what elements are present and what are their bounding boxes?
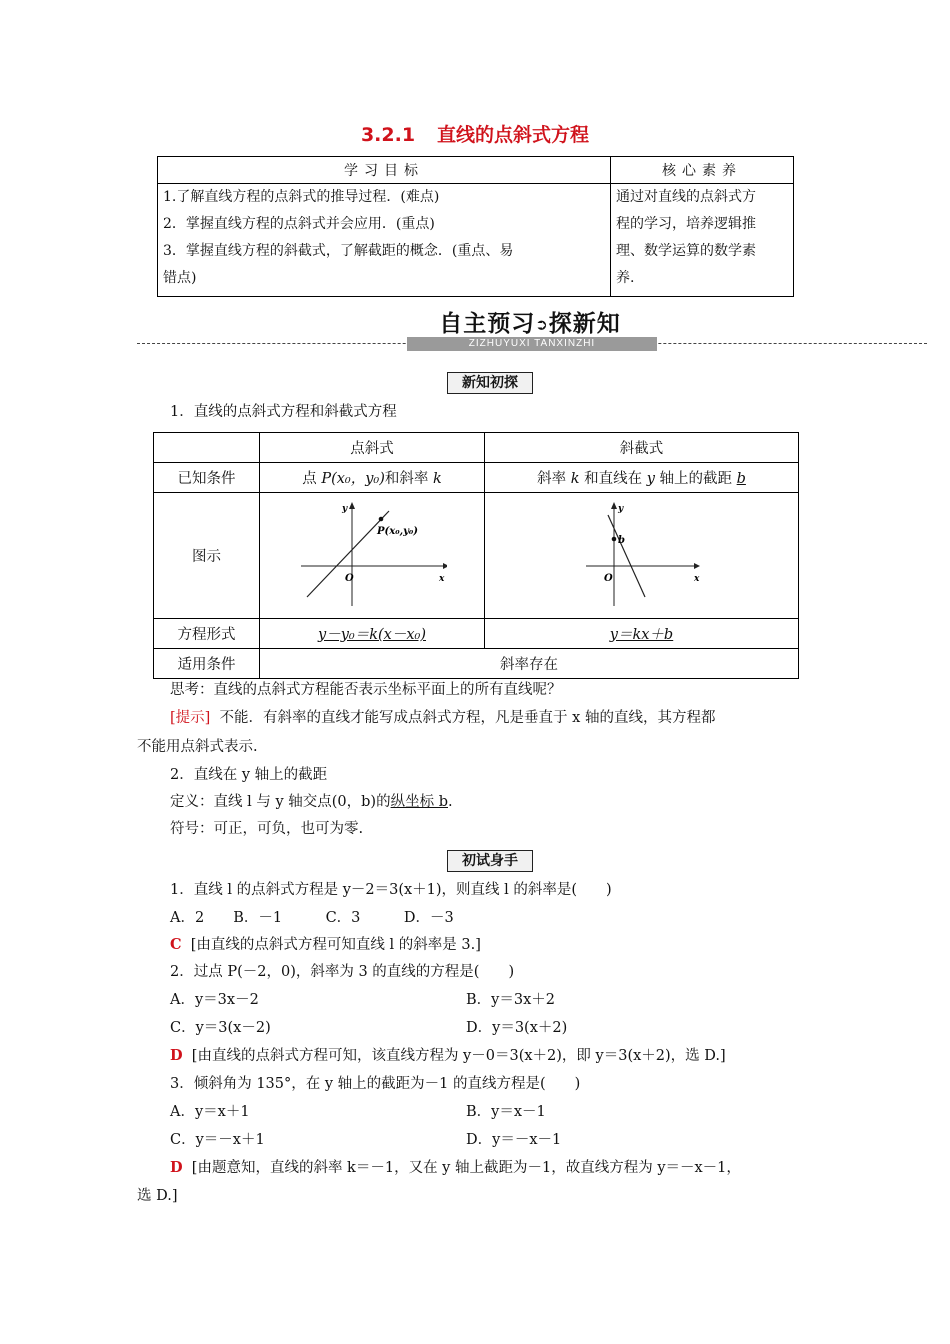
y-axis-label: y [617, 503, 623, 514]
answer-letter: C [170, 936, 182, 953]
slope-symbol: k [433, 471, 442, 487]
origin-label: O [603, 572, 613, 584]
text: 和斜率 [384, 471, 429, 487]
underlined-term: 纵坐标 b [390, 794, 448, 810]
think-question: 思考：直线的点斜式方程能否表示坐标平面上的所有直线呢？ [170, 682, 562, 698]
form-comparison-table [153, 432, 799, 679]
slope-intercept-formula: y＝kx＋b [609, 627, 674, 643]
title-text: 直线的点斜式方程 [437, 124, 590, 146]
question-1: 1．直线 l 的点斜式方程是 y－2＝3(x＋1)，则直线 l 的斜率是( ) [170, 882, 612, 898]
hint-continuation: 不能用点斜式表示. [137, 739, 258, 755]
option-d: D．y＝－x－1 [466, 1132, 562, 1148]
literacy-line: 理、数学运算的数学素 [616, 243, 756, 259]
answer-letter: D [170, 1159, 183, 1176]
answer-letter: D [170, 1047, 183, 1064]
text: 轴上的截距 [659, 471, 733, 487]
header-slope-intercept: 斜截式 [485, 433, 799, 463]
origin-label: O [345, 572, 354, 584]
tag-label: 新知初探 [447, 372, 533, 394]
explanation: [由直线的点斜式方程可知直线 l 的斜率是 3.] [190, 937, 481, 953]
intercept-symbol: b [736, 471, 746, 487]
option-a: A．y＝x＋1 [170, 1104, 250, 1120]
cell-figure-point-slope [260, 493, 485, 619]
option-c: C．y＝3(x－2) [170, 1020, 271, 1036]
learning-goals-table [157, 156, 794, 297]
intercept-label: b [617, 534, 625, 546]
row-label-conditions: 已知条件 [154, 463, 260, 493]
literacy-line: 通过对直线的点斜式方 [616, 189, 756, 205]
option-a: A．y＝3x－2 [170, 992, 259, 1008]
y-axis-label: y [342, 503, 348, 514]
cell-point-slope-conditions [260, 463, 485, 493]
item-1-heading: 1．直线的点斜式方程和斜截式方程 [170, 404, 397, 420]
arrow-circle-icon: ➲ [535, 315, 549, 334]
question-1-options: A．2 B．－1 C．3 D．－3 [170, 910, 454, 926]
goal-item: 1.了解直线方程的点斜式的推导过程．(难点) [163, 189, 440, 205]
goal-item: 错点) [163, 270, 197, 286]
section-tag-first-try [420, 850, 560, 872]
x-axis-label: x [693, 573, 699, 584]
text: 点 [302, 471, 317, 487]
literacy-line: 程的学习，培养逻辑推 [616, 216, 756, 232]
question-2: 2．过点 P(－2，0)，斜率为 3 的直线的方程是( ) [170, 964, 515, 980]
goal-item: 3．掌握直线方程的斜截式，了解截距的概念．(重点、易 [163, 243, 514, 259]
banner-title-part1: 自主预习 [439, 311, 536, 337]
text: . [448, 794, 453, 810]
point-label: P(x₀,y₀) [377, 525, 418, 537]
option-b: B．y＝3x＋2 [466, 992, 555, 1008]
slope-intercept-graph [582, 501, 702, 611]
text: 和直线在 [584, 471, 643, 487]
goals-header: 学习目标 [158, 157, 611, 184]
point-symbol: P(x₀，y₀) [321, 471, 385, 487]
cell-slope-intercept-equation [485, 619, 799, 649]
question-1-answer [170, 935, 481, 955]
option-d: D．y＝3(x＋2) [466, 1020, 568, 1036]
section-number: 3.2.1 [360, 124, 416, 146]
section-tag-new-knowledge [420, 372, 560, 394]
row-label-equation-form: 方程形式 [154, 619, 260, 649]
tag-label: 初试身手 [447, 850, 533, 872]
point-slope-formula: y－y₀＝k(x－x₀) [318, 627, 426, 643]
question-3-answer [170, 1158, 741, 1178]
question-2-answer [170, 1046, 726, 1066]
literacy-line: 养. [616, 270, 635, 286]
banner-title-part2: 探新知 [548, 311, 621, 337]
intercept-sign: 符号：可正，可负，也可为零. [170, 821, 364, 837]
explanation: [由题意知，直线的斜率 k＝－1，又在 y 轴上截距为－1，故直线方程为 y＝－x－1， [191, 1160, 741, 1176]
option-c: C．y＝－x＋1 [170, 1132, 265, 1148]
explanation: [由直线的点斜式方程可知，该直线方程为 y－0＝3(x＋2)，即 y＝3(x＋2)，选 D.] [191, 1048, 726, 1064]
x-axis-label: x [439, 573, 445, 584]
literacy-header: 核心素养 [611, 157, 794, 184]
banner-title [400, 305, 660, 338]
intercept-definition [170, 792, 453, 812]
option-b: B．y＝x－1 [466, 1104, 546, 1120]
header-point-slope: 点斜式 [260, 433, 485, 463]
axis-symbol: y [646, 471, 655, 487]
cell-slope-intercept-conditions [485, 463, 799, 493]
banner-subtitle: ZIZHUYUXI TANXINZHI [407, 337, 657, 351]
goal-item: 2．掌握直线方程的点斜式并会应用．(重点) [163, 216, 435, 232]
text: 斜率 [537, 471, 567, 487]
hint-label: [提示] [170, 710, 211, 726]
question-3: 3．倾斜角为 135°，在 y 轴上的截距为－1 的直线方程是( ) [170, 1076, 581, 1092]
point-slope-graph [297, 501, 447, 611]
cell-applicable-condition: 斜率存在 [260, 649, 799, 679]
cell-figure-slope-intercept [485, 493, 799, 619]
corner-cell [154, 433, 260, 463]
hint-text: 不能．有斜率的直线才能写成点斜式方程，凡是垂直于 x 轴的直线，其方程都 [219, 710, 716, 726]
hint-paragraph [170, 708, 715, 728]
page-title [0, 120, 950, 147]
slope-symbol: k [570, 471, 580, 487]
cell-point-slope-equation [260, 619, 485, 649]
row-label-figure: 图示 [154, 493, 260, 619]
row-label-applicable: 适用条件 [154, 649, 260, 679]
text: 定义：直线 l 与 y 轴交点(0，b)的 [170, 794, 391, 810]
item-2-heading: 2．直线在 y 轴上的截距 [170, 767, 328, 783]
question-3-answer-continuation: 选 D.] [137, 1188, 178, 1204]
